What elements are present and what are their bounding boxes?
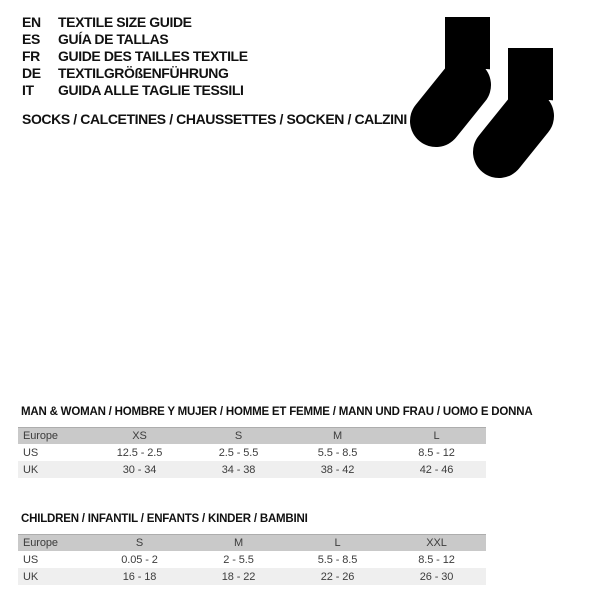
language-code: IT bbox=[22, 81, 34, 98]
size-cell: 26 - 30 bbox=[419, 570, 454, 583]
sock-front bbox=[499, 48, 569, 152]
size-cell: 8.5 - 12 bbox=[418, 446, 455, 459]
table-row bbox=[18, 568, 486, 585]
size-cell: 5.5 - 8.5 bbox=[317, 553, 358, 566]
language-row bbox=[22, 13, 248, 30]
column-header: Europe bbox=[23, 537, 58, 549]
language-title: GUIDE DES TAILLES TEXTILE bbox=[58, 47, 248, 64]
language-code: ES bbox=[22, 30, 40, 47]
table-row bbox=[18, 444, 486, 461]
size-cell: 8.5 - 12 bbox=[418, 553, 455, 566]
row-label: US bbox=[23, 553, 39, 566]
size-cell: 34 - 38 bbox=[221, 463, 256, 476]
row-label: US bbox=[23, 446, 39, 459]
size-table-children bbox=[18, 513, 486, 585]
size-grid bbox=[18, 427, 486, 478]
size-cell: 16 - 18 bbox=[122, 570, 157, 583]
table-title: MAN & WOMAN / HOMBRE Y MUJER / HOMME ET FEMME / MANN UND FRAU / UOMO E DONNA bbox=[21, 406, 533, 418]
language-title: TEXTILE SIZE GUIDE bbox=[58, 13, 192, 30]
language-code: EN bbox=[22, 13, 41, 30]
socks-icon bbox=[405, 8, 570, 180]
size-table-man-woman bbox=[18, 406, 533, 478]
language-row bbox=[22, 64, 248, 81]
column-header: M bbox=[332, 430, 343, 442]
size-cell: 22 - 26 bbox=[320, 570, 355, 583]
language-row bbox=[22, 30, 248, 47]
language-row bbox=[22, 47, 248, 64]
column-header: XS bbox=[132, 430, 147, 442]
column-header: Europe bbox=[23, 430, 58, 442]
size-cell: 2 - 5.5 bbox=[223, 553, 254, 566]
language-code: DE bbox=[22, 64, 41, 81]
language-code: FR bbox=[22, 47, 40, 64]
language-title: TEXTILGRÖßENFÜHRUNG bbox=[58, 64, 229, 81]
table-header-row bbox=[18, 428, 486, 445]
column-header: XXL bbox=[426, 537, 447, 549]
sock-back bbox=[436, 17, 506, 121]
table-title: CHILDREN / INFANTIL / ENFANTS / KINDER / BAMBINI bbox=[21, 513, 308, 525]
column-header: L bbox=[334, 537, 341, 549]
size-cell: 12.5 - 2.5 bbox=[116, 446, 163, 459]
row-label: UK bbox=[23, 463, 39, 476]
row-label: UK bbox=[23, 570, 39, 583]
language-title: GUIDA ALLE TAGLIE TESSILI bbox=[58, 81, 244, 98]
table-row bbox=[18, 551, 486, 568]
size-cell: 5.5 - 8.5 bbox=[317, 446, 358, 459]
size-cell: 2.5 - 5.5 bbox=[218, 446, 259, 459]
column-header: S bbox=[234, 430, 243, 442]
size-grid bbox=[18, 534, 486, 585]
size-cell: 18 - 22 bbox=[221, 570, 256, 583]
size-cell: 0.05 - 2 bbox=[121, 553, 158, 566]
language-title: GUÍA DE TALLAS bbox=[58, 30, 169, 47]
size-cell: 30 - 34 bbox=[122, 463, 157, 476]
column-header: L bbox=[433, 430, 440, 442]
table-row bbox=[18, 461, 486, 478]
column-header: M bbox=[233, 537, 244, 549]
language-row bbox=[22, 81, 248, 98]
size-cell: 38 - 42 bbox=[320, 463, 355, 476]
column-header: S bbox=[135, 537, 144, 549]
size-cell: 42 - 46 bbox=[419, 463, 454, 476]
table-header-row bbox=[18, 535, 486, 552]
category-title: SOCKS / CALCETINES / CHAUSSETTES / SOCKEN / CALZINI bbox=[22, 111, 407, 127]
language-list bbox=[22, 13, 248, 98]
